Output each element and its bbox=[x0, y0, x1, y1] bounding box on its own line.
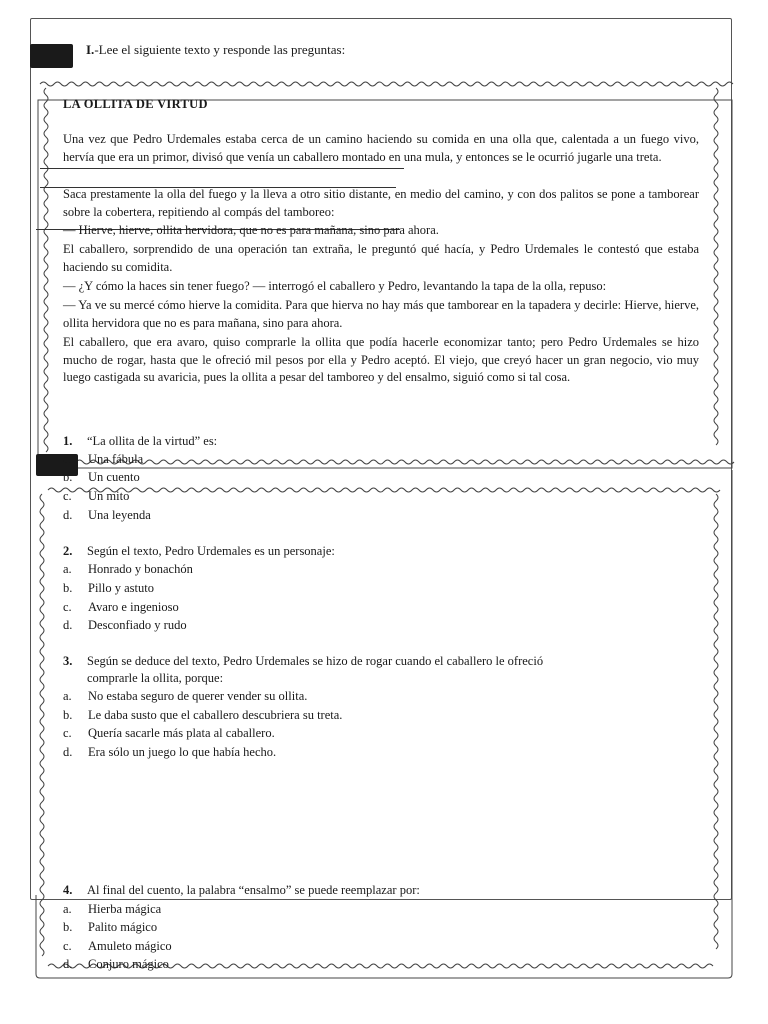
question-number: 1. bbox=[63, 434, 73, 448]
option-2a[interactable] bbox=[63, 562, 193, 577]
question-3 bbox=[63, 654, 543, 669]
option-text: Era sólo un juego lo que había hecho. bbox=[88, 745, 277, 759]
option-2b[interactable] bbox=[63, 581, 154, 596]
story-paragraph-7: El caballero, que era avaro, quiso comprarle la ollita que podía hacerle economizar tanto; pero Pedro Urdemales se hizo mucho de rogar, hasta que le ofreció mil pesos por ella y Pedro aceptó. El viejo, que creyó hacer un gran negocio, vio muy luego castigada su avaricia, pues la ollita a pesar del tamboreo y del ensalmo, siguió como si tal cosa. bbox=[63, 335, 699, 385]
option-letter: b. bbox=[63, 581, 73, 595]
option-1b[interactable] bbox=[63, 470, 140, 485]
option-3b[interactable] bbox=[63, 708, 342, 723]
option-text: Quería sacarle más plata al caballero. bbox=[88, 726, 275, 740]
option-4a[interactable] bbox=[63, 902, 161, 917]
option-text: Honrado y bonachón bbox=[88, 562, 193, 576]
question-3-continued: comprarle la ollita, porque: bbox=[87, 671, 224, 685]
story-paragraph-2: Saca prestamente la olla del fuego y la lleva a otro sitio distante, en medio del camino, y con dos palitos se pone a tamborear sobre la cobertera, repitiendo al compás del tamboreo: bbox=[63, 187, 699, 219]
question-text: Según se deduce del texto, Pedro Urdemales se hizo de rogar cuando el caballero le ofreció bbox=[87, 654, 544, 668]
option-letter: c. bbox=[63, 489, 72, 503]
option-text: No estaba seguro de querer vender su ollita. bbox=[88, 689, 308, 703]
option-3a[interactable] bbox=[63, 689, 307, 704]
rule-1 bbox=[40, 168, 404, 169]
option-letter: b. bbox=[63, 708, 73, 722]
option-letter: c. bbox=[63, 939, 72, 953]
question-4 bbox=[63, 883, 420, 898]
option-1d[interactable] bbox=[63, 508, 151, 523]
question-number: 4. bbox=[63, 883, 73, 897]
option-text: Una fábula bbox=[88, 452, 144, 466]
story-title: LA OLLITA DE VIRTUD bbox=[63, 97, 208, 111]
option-2d[interactable] bbox=[63, 618, 187, 633]
option-letter: d. bbox=[63, 508, 73, 522]
story-paragraph-5: — ¿Y cómo la haces sin tener fuego? — interrogó el caballero y Pedro, levantando la tapa de la olla, repuso: bbox=[63, 279, 607, 293]
question-text: Al final del cuento, la palabra “ensalmo” se puede reemplazar por: bbox=[87, 883, 420, 897]
option-text: Desconfiado y rudo bbox=[88, 618, 187, 632]
question-text: “La ollita de la virtud” es: bbox=[87, 434, 218, 448]
question-2 bbox=[63, 544, 335, 559]
option-letter: d. bbox=[63, 618, 73, 632]
option-text: Amuleto mágico bbox=[88, 939, 172, 953]
option-4b[interactable] bbox=[63, 920, 157, 935]
option-letter: b. bbox=[63, 920, 73, 934]
instruction-number: I. bbox=[86, 42, 95, 57]
option-text: Avaro e ingenioso bbox=[88, 600, 179, 614]
option-letter: a. bbox=[63, 902, 72, 916]
option-4c[interactable] bbox=[63, 939, 172, 954]
option-2c[interactable] bbox=[63, 600, 179, 615]
option-text: Una leyenda bbox=[88, 508, 151, 522]
option-text: Hierba mágica bbox=[88, 902, 162, 916]
option-letter: a. bbox=[63, 562, 72, 576]
story-paragraph-1: Una vez que Pedro Urdemales estaba cerca de un camino haciendo su comida en una olla que, calentada a un fuego vivo, hervía que era un primor, divisó que venía un caballero montado en una mula, y entonces se le ocurrió jugarle una treta. bbox=[63, 132, 699, 164]
option-3c[interactable] bbox=[63, 726, 275, 741]
story-paragraph-4: El caballero, sorprendido de una operación tan extraña, le preguntó qué hacía, y Pedro Urdemales le contestó que estaba haciendo su comidita. bbox=[63, 242, 699, 274]
option-text: Pillo y astuto bbox=[88, 581, 154, 595]
option-letter: b. bbox=[63, 470, 73, 484]
option-3d[interactable] bbox=[63, 745, 276, 760]
option-letter: a. bbox=[63, 452, 72, 466]
option-1a[interactable] bbox=[63, 452, 143, 467]
option-text: Palito mágico bbox=[88, 920, 158, 934]
option-4d[interactable] bbox=[63, 957, 169, 972]
instruction-text: -Lee el siguiente texto y responde las preguntas: bbox=[94, 42, 346, 57]
option-letter: d. bbox=[63, 957, 73, 971]
story-paragraph-6: — Ya ve su mercé cómo hierve la comidita. Para que hierva no hay más que tamborear en la tapadera y decirle: Hierve, hierve, ollita hervidora que no es para mañana, sino para ahora. bbox=[63, 298, 699, 330]
question-1 bbox=[63, 434, 217, 449]
question-text: Según el texto, Pedro Urdemales es un personaje: bbox=[87, 544, 335, 558]
option-letter: c. bbox=[63, 726, 72, 740]
option-letter: c. bbox=[63, 600, 72, 614]
question-number: 3. bbox=[63, 654, 73, 668]
option-1c[interactable] bbox=[63, 489, 129, 504]
option-text: Conjuro mágico bbox=[88, 957, 169, 971]
question-number: 2. bbox=[63, 544, 73, 558]
option-letter: d. bbox=[63, 745, 73, 759]
option-text: Un mito bbox=[88, 489, 130, 503]
option-letter: a. bbox=[63, 689, 72, 703]
option-text: Le daba susto que el caballero descubriera su treta. bbox=[88, 708, 343, 722]
story-paragraph-3: — Hierve, hierve, ollita hervidora, que no es para mañana, sino para ahora. bbox=[63, 223, 439, 237]
option-text: Un cuento bbox=[88, 470, 140, 484]
